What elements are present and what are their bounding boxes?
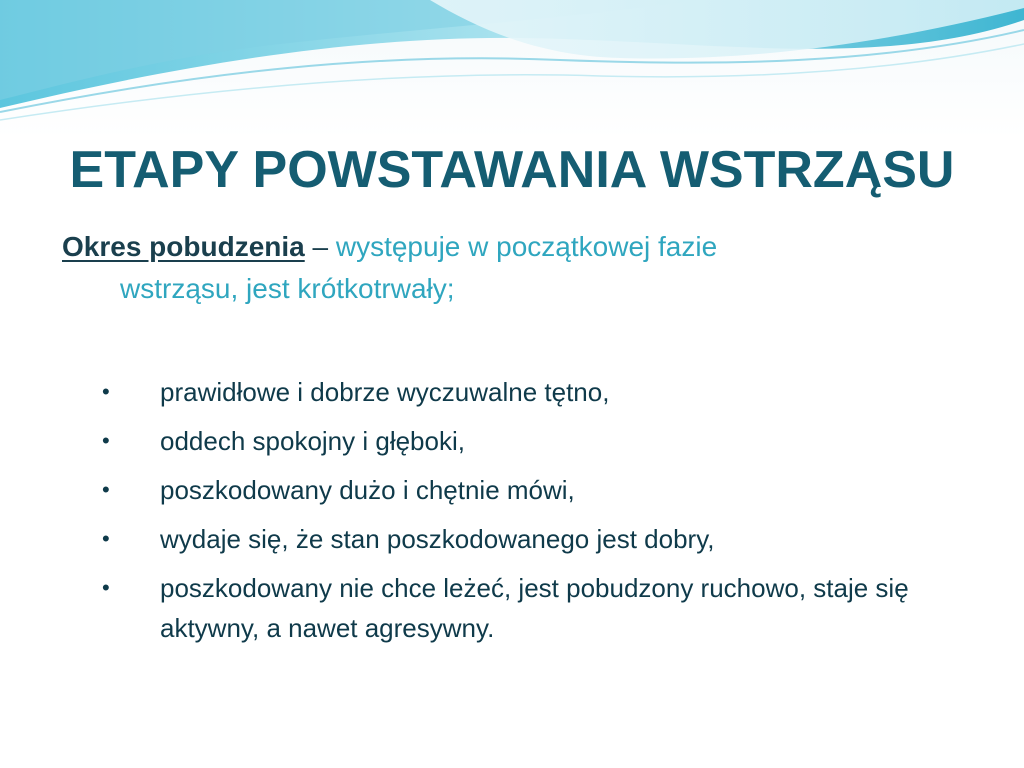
intro-paragraph	[62, 226, 922, 310]
list-item-text: poszkodowany nie chce leżeć, jest pobudzony ruchowo, staje się aktywny, a nawet agresywny.	[160, 573, 909, 643]
list-item-text: wydaje się, że stan poszkodowanego jest dobry,	[160, 524, 715, 554]
list-item	[100, 470, 980, 510]
header-wave-decoration	[0, 0, 1024, 130]
bullet-icon: •	[102, 526, 110, 551]
list-item-text: poszkodowany dużo i chętnie mówi,	[160, 475, 575, 505]
bullet-icon: •	[102, 428, 110, 453]
list-item	[100, 421, 980, 461]
bullet-icon: •	[102, 379, 110, 404]
list-item-text: oddech spokojny i głęboki,	[160, 426, 465, 456]
slide-title: ETAPY POWSTAWANIA WSTRZĄSU	[69, 141, 955, 199]
list-item-text: prawidłowe i dobrze wyczuwalne tętno,	[160, 377, 610, 407]
list-item	[100, 372, 980, 412]
term-dash: –	[312, 231, 329, 262]
intro-line-1: występuje w początkowej fazie	[335, 231, 718, 262]
list-item	[100, 519, 980, 559]
bullet-icon: •	[102, 575, 110, 600]
list-item	[100, 568, 980, 648]
bullet-icon: •	[102, 477, 110, 502]
intro-line-2: wstrząsu, jest krótkotrwały;	[120, 273, 455, 304]
symptom-list	[100, 372, 980, 657]
term-label: Okres pobudzenia	[62, 231, 305, 262]
